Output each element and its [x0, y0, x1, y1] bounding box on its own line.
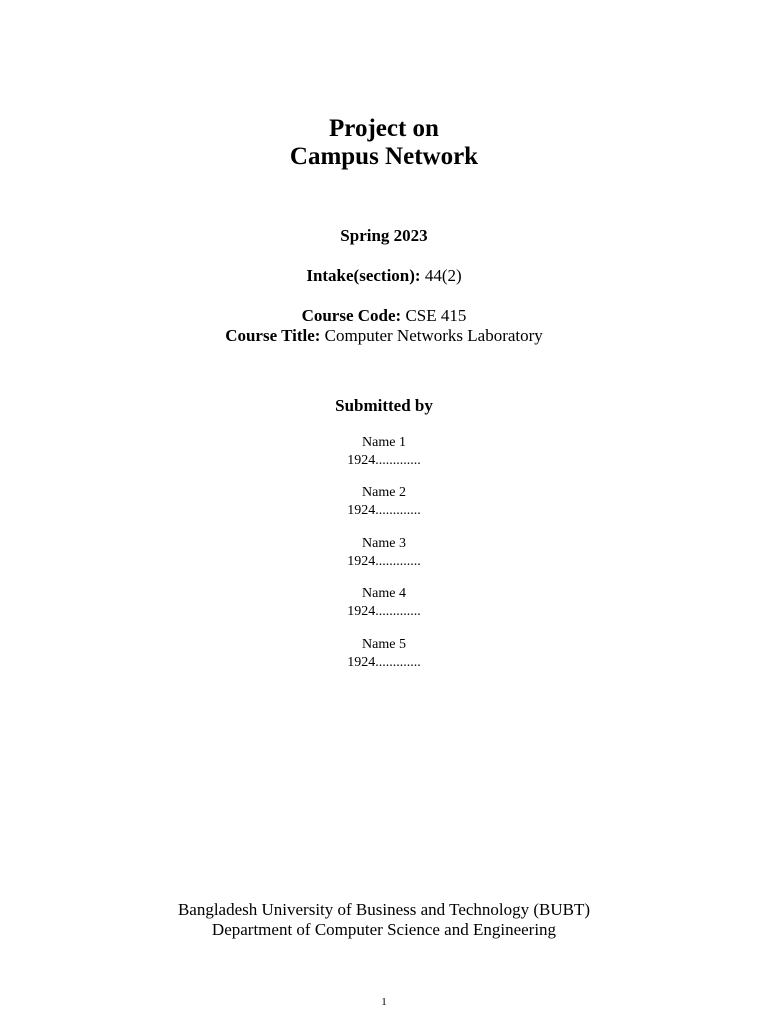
member-name: Name 4 — [362, 586, 406, 601]
submitted-by-heading: Submitted by — [335, 396, 433, 415]
member-id: 1924............. — [347, 453, 421, 468]
course-code-label: Course Code: — [301, 306, 402, 325]
member-entry — [0, 535, 768, 571]
member-entry — [0, 585, 768, 621]
intake-label: Intake(section): — [306, 266, 421, 285]
intake-value: 44(2) — [424, 266, 462, 285]
intake-line — [0, 266, 768, 286]
course-title-line — [0, 326, 768, 346]
course-title-value: Computer Networks Laboratory — [324, 326, 543, 345]
course-code-value: CSE 415 — [405, 306, 467, 325]
member-name: Name 2 — [362, 485, 406, 500]
university-name: Bangladesh University of Business and Technology (BUBT) — [177, 900, 591, 919]
member-id: 1924............. — [347, 604, 421, 619]
member-name: Name 5 — [362, 637, 406, 652]
member-entry — [0, 636, 768, 672]
title-line-2: Campus Network — [289, 143, 479, 170]
member-entry — [0, 434, 768, 470]
department-name: Department of Computer Science and Engineering — [211, 920, 557, 939]
semester: Spring 2023 — [340, 226, 428, 245]
member-id: 1924............. — [347, 655, 421, 670]
member-name: Name 3 — [362, 536, 406, 551]
title-line-1: Project on — [329, 115, 439, 142]
member-id: 1924............. — [347, 503, 421, 518]
course-title-label: Course Title: — [225, 326, 321, 345]
course-code-line — [0, 306, 768, 326]
page-number: 1 — [381, 996, 387, 1008]
member-entry — [0, 484, 768, 520]
member-name: Name 1 — [362, 435, 406, 450]
member-id: 1924............. — [347, 554, 421, 569]
